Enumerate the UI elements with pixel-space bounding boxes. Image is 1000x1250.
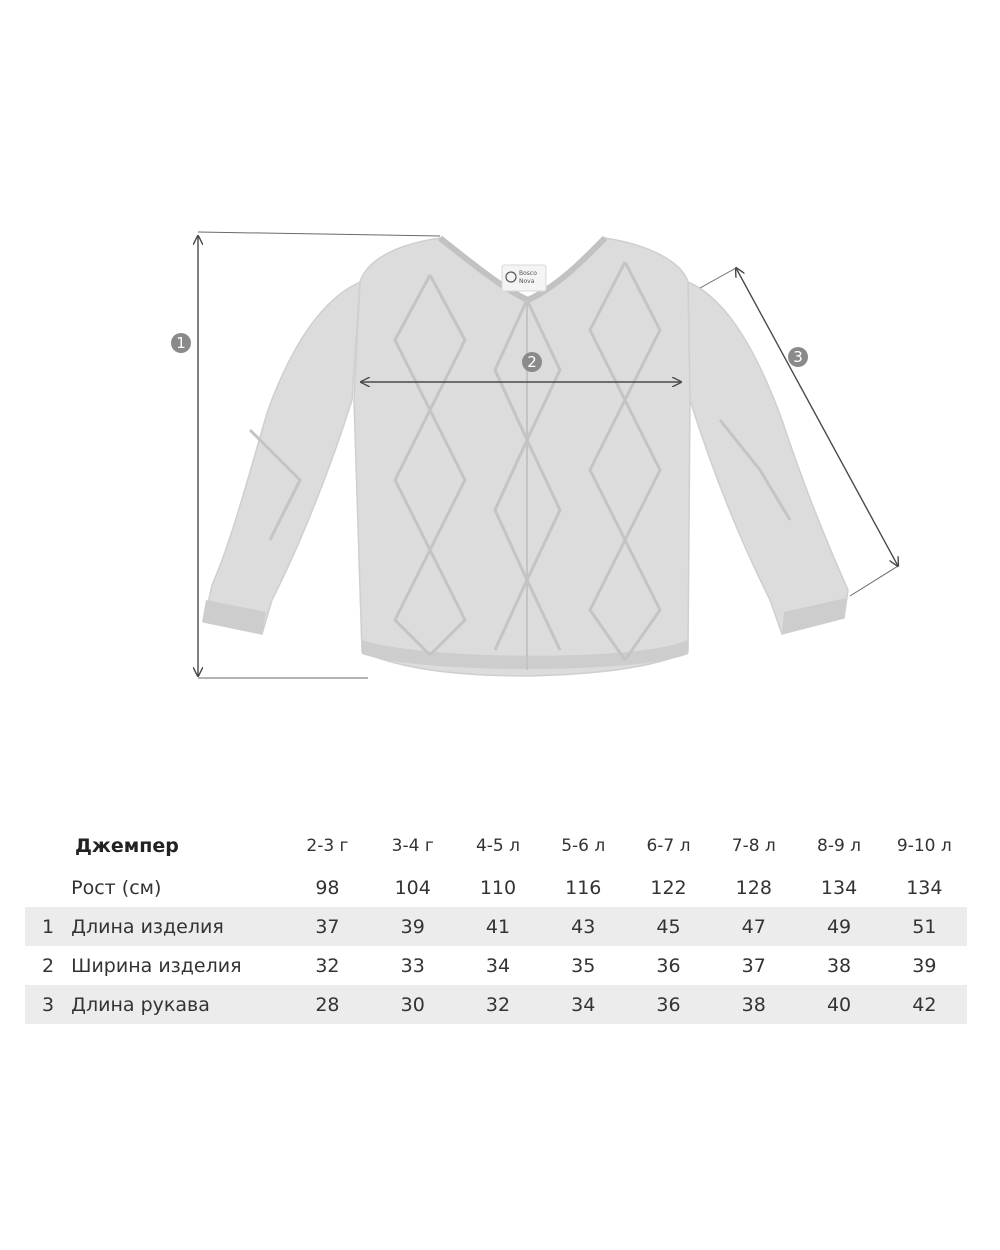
cell-value: 39 bbox=[370, 907, 455, 946]
brand-label bbox=[502, 265, 546, 291]
cell-value: 122 bbox=[650, 876, 687, 899]
cell-value: 37 bbox=[285, 907, 370, 946]
brand-text-line2: Nova bbox=[519, 278, 535, 285]
row-label: Длина изделия bbox=[71, 907, 285, 946]
size-header: 2-3 г bbox=[306, 836, 349, 856]
size-header: 5-6 л bbox=[561, 836, 606, 856]
cell-value: 42 bbox=[882, 985, 967, 1024]
cell-value: 45 bbox=[626, 907, 711, 946]
table-row-length bbox=[25, 907, 967, 946]
cell-value: 98 bbox=[315, 876, 340, 899]
sweater-body bbox=[354, 238, 690, 676]
size-header: 4-5 л bbox=[475, 836, 520, 856]
row-number: 3 bbox=[25, 985, 71, 1024]
size-header: 9-10 л bbox=[896, 836, 952, 856]
row-label: Ширина изделия bbox=[71, 954, 242, 977]
cell-value: 36 bbox=[626, 985, 711, 1024]
cell-value: 104 bbox=[394, 876, 431, 899]
row-number: 2 bbox=[42, 954, 55, 977]
brand-text-line1: Bosco bbox=[519, 270, 537, 277]
cell-value: 36 bbox=[656, 954, 681, 977]
row-label: Рост (см) bbox=[71, 876, 162, 899]
table-title: Джемпер bbox=[75, 835, 179, 857]
row-number bbox=[25, 868, 71, 907]
cell-value: 34 bbox=[541, 985, 626, 1024]
row-number: 1 bbox=[25, 907, 71, 946]
cell-value: 35 bbox=[571, 954, 596, 977]
cell-value: 37 bbox=[741, 954, 766, 977]
table-row-width bbox=[25, 946, 967, 985]
marker-3-label: 3 bbox=[793, 348, 803, 366]
cell-value: 32 bbox=[455, 985, 540, 1024]
cell-value: 30 bbox=[370, 985, 455, 1024]
cell-value: 32 bbox=[315, 954, 340, 977]
cell-value: 38 bbox=[826, 954, 852, 977]
cell-value: 51 bbox=[882, 907, 967, 946]
cell-value: 33 bbox=[400, 954, 425, 977]
cell-value: 28 bbox=[285, 985, 370, 1024]
cell-value: 49 bbox=[796, 907, 881, 946]
size-header: 8-9 л bbox=[817, 836, 862, 856]
size-header: 3-4 г bbox=[391, 836, 434, 856]
sweater-illustration bbox=[202, 238, 848, 676]
cell-value: 38 bbox=[711, 985, 796, 1024]
right-sleeve bbox=[688, 282, 848, 634]
cell-value: 43 bbox=[541, 907, 626, 946]
cell-value: 47 bbox=[711, 907, 796, 946]
cell-value: 40 bbox=[796, 985, 881, 1024]
cell-value: 39 bbox=[912, 954, 937, 977]
table-header-row bbox=[25, 824, 967, 868]
cell-value: 34 bbox=[485, 954, 511, 977]
size-chart-table bbox=[25, 824, 967, 1024]
table-row-sleeve bbox=[25, 985, 967, 1024]
cell-value: 116 bbox=[565, 876, 602, 899]
cell-value: 134 bbox=[906, 876, 943, 899]
size-header: 7-8 л bbox=[731, 836, 776, 856]
marker-1-label: 1 bbox=[176, 334, 186, 352]
table-row-height bbox=[25, 868, 967, 907]
cell-value: 128 bbox=[735, 876, 772, 899]
marker-2-label: 2 bbox=[527, 353, 537, 371]
row-label: Длина рукава bbox=[71, 985, 285, 1024]
cell-value: 134 bbox=[820, 876, 858, 899]
cell-value: 110 bbox=[479, 876, 517, 899]
left-sleeve bbox=[204, 282, 360, 634]
cell-value: 41 bbox=[455, 907, 540, 946]
size-header: 6-7 л bbox=[646, 836, 691, 856]
